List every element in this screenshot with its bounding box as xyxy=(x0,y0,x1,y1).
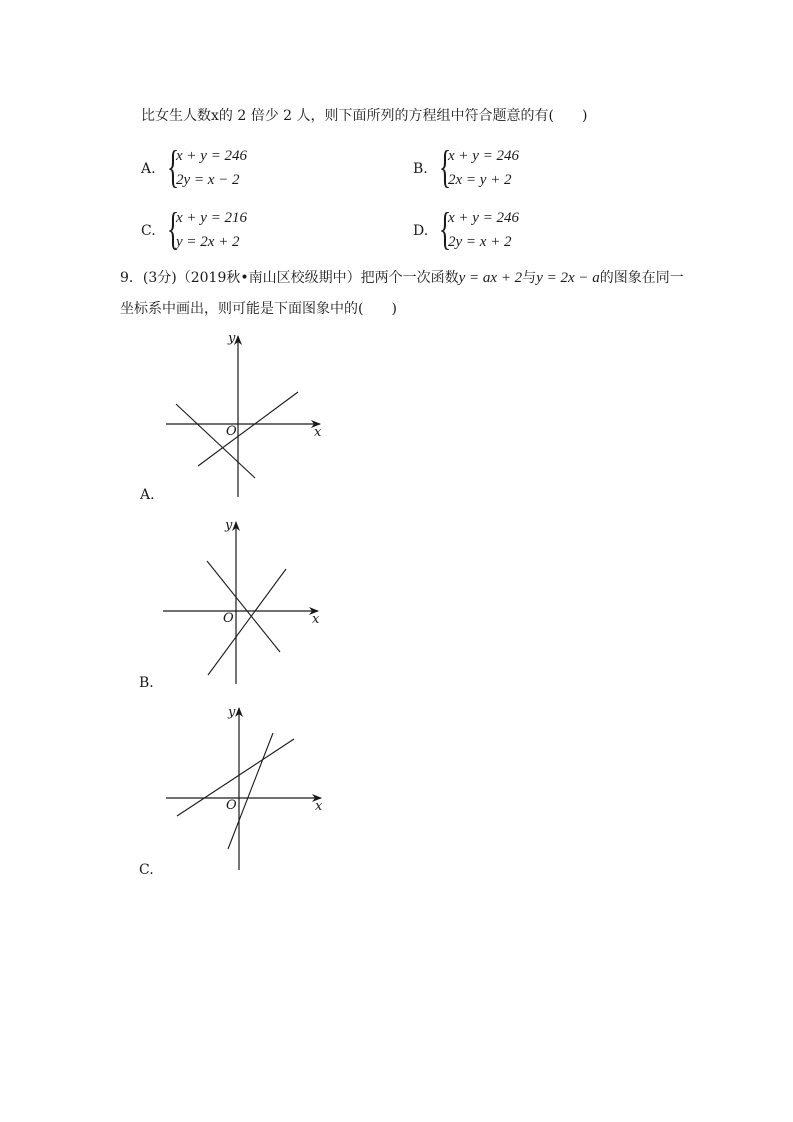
q9-func2: y = 2x − a xyxy=(536,270,600,286)
q8-option-c-eq1: x + y = 216 xyxy=(176,210,248,226)
graph-b-x-label: x xyxy=(312,612,320,627)
q8-option-d-eq1: x + y = 246 xyxy=(448,210,520,226)
graph-c-axes xyxy=(166,708,321,870)
graph-b-origin: O xyxy=(223,611,234,626)
q9-stem-line2: 坐标系中画出，则可能是下面图象中的( ) xyxy=(120,301,397,317)
graph-c-origin: O xyxy=(226,798,237,813)
q8-option-c-eq2: y = 2x + 2 xyxy=(176,234,240,250)
q8-option-b-brace: { xyxy=(439,141,452,192)
q8-option-d-eq2: 2y = x + 2 xyxy=(448,234,512,250)
q8-option-d-label: D. xyxy=(413,223,429,239)
q8-option-c-brace: { xyxy=(167,203,180,254)
graph-a-y-label: y xyxy=(228,331,236,346)
graph-b-y-label: y xyxy=(225,518,233,533)
graph-c-x-label: x xyxy=(315,799,323,814)
q9-func1: y = ax + 2 xyxy=(458,270,523,286)
q8-option-b-eq1: x + y = 246 xyxy=(448,148,520,164)
q9-prefix: 9．(3分)（2019秋•南山区校级期中）把两个一次函数 xyxy=(120,270,459,286)
q8-option-a-brace: { xyxy=(167,141,180,192)
q9-connector: 与 xyxy=(522,270,537,286)
graph-c-label: C. xyxy=(139,862,154,878)
q9-suffix: 的图象在同一 xyxy=(599,270,684,286)
q8-option-a-eq2: 2y = x − 2 xyxy=(176,172,240,188)
q8-option-c-label: C. xyxy=(141,223,156,239)
q8-option-a-label: A. xyxy=(141,161,156,177)
q8-option-b-label: B. xyxy=(413,161,428,177)
q8-option-b-eq2: 2x = y + 2 xyxy=(448,172,512,188)
graph-c-line-2 xyxy=(228,733,273,849)
q8-option-d-brace: { xyxy=(439,203,452,254)
graph-c-y-label: y xyxy=(228,705,236,720)
graph-b-label: B. xyxy=(139,675,154,691)
q8-option-a-eq1: x + y = 246 xyxy=(176,148,248,164)
graph-a-x-label: x xyxy=(314,425,322,440)
graph-a-origin: O xyxy=(226,424,237,439)
q8-stem: 比女生人数x的 2 倍少 2 人，则下面所列的方程组中符合题意的有( ) xyxy=(141,108,588,124)
graph-a-label: A. xyxy=(140,487,155,503)
